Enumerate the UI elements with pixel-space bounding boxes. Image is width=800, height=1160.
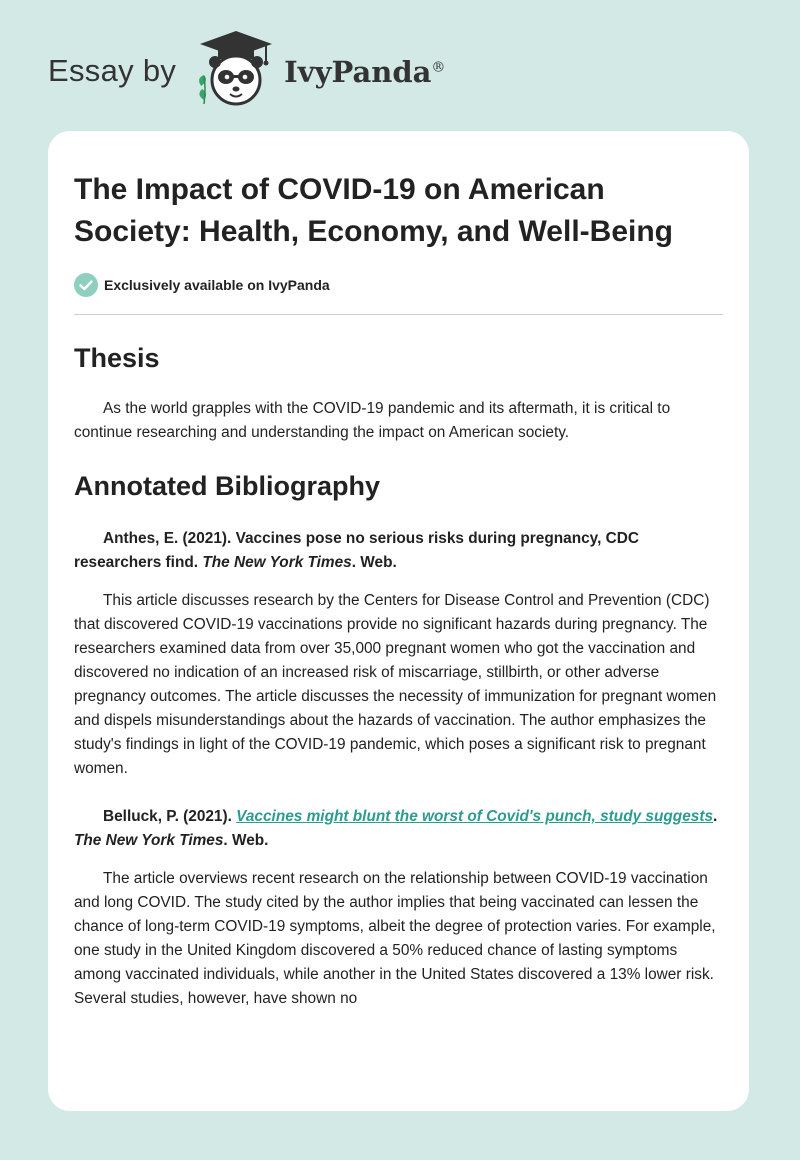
panda-graduate-icon	[192, 28, 276, 108]
thesis-heading: Thesis	[74, 343, 160, 373]
badge-text: Exclusively available on IvyPanda	[104, 277, 330, 293]
annotation-2: The article overviews recent research on the relationship between COVID-19 vaccination and long COVID. The study cited by the author implies that being vaccinated can lessen the chance of long-term COVID-19 symptoms, albeit the degree of protection varies. For example, one study in the United Kingdom discovered a 50% reduced chance of lasting symptoms among vaccinated individuals, while another in the United States discovered a 13% lower risk. Several studies, however, have shown no	[74, 870, 716, 1007]
brand-name: IvyPanda®	[284, 55, 446, 89]
document-title: The Impact of COVID-19 on American Society: Health, Economy, and Well-Being	[74, 173, 673, 248]
annotation-1: This article discusses research by the Centers for Disease Control and Prevention (CDC) that discovered COVID-19 vaccinations provide no significant hazards during pregnancy. The researchers examined data from over 35,000 pregnant women who got the vaccination and discovered no indication of an increased risk of miscarriage, stillbirth, or other adverse pregnancy outcomes. The article discusses the necessity of immunization for pregnant women and dispels misunderstandings about the hazards of vaccination. The author emphasizes the study's findings in light of the COVID-19 pandemic, which poses a significant risk to pregnant women.	[74, 592, 717, 777]
check-circle-icon	[74, 273, 98, 297]
citation-2-source: The New York Times	[74, 832, 224, 849]
thesis-text: As the world grapples with the COVID-19 pandemic and its aftermath, it is critical to continue researching and understanding the impact on American society.	[74, 400, 671, 441]
citation-2: Belluck, P. (2021). Vaccines might blunt the worst of Covid's punch, study suggests. The New York Times. Web.	[74, 808, 718, 849]
bibliography-heading: Annotated Bibliography	[74, 471, 380, 501]
citation-1-source: The New York Times	[202, 554, 352, 571]
divider	[74, 314, 723, 315]
brand-header	[48, 28, 445, 108]
citation-1: Anthes, E. (2021). Vaccines pose no serious risks during pregnancy, CDC researchers find. The New York Times. Web.	[74, 530, 639, 571]
exclusive-badge	[74, 273, 723, 297]
document-card	[48, 131, 749, 1111]
registered-mark: ®	[431, 59, 446, 76]
brand-prefix: Essay by	[48, 53, 177, 88]
citation-2-link[interactable]: Vaccines might blunt the worst of Covid's punch, study suggests	[236, 808, 714, 825]
